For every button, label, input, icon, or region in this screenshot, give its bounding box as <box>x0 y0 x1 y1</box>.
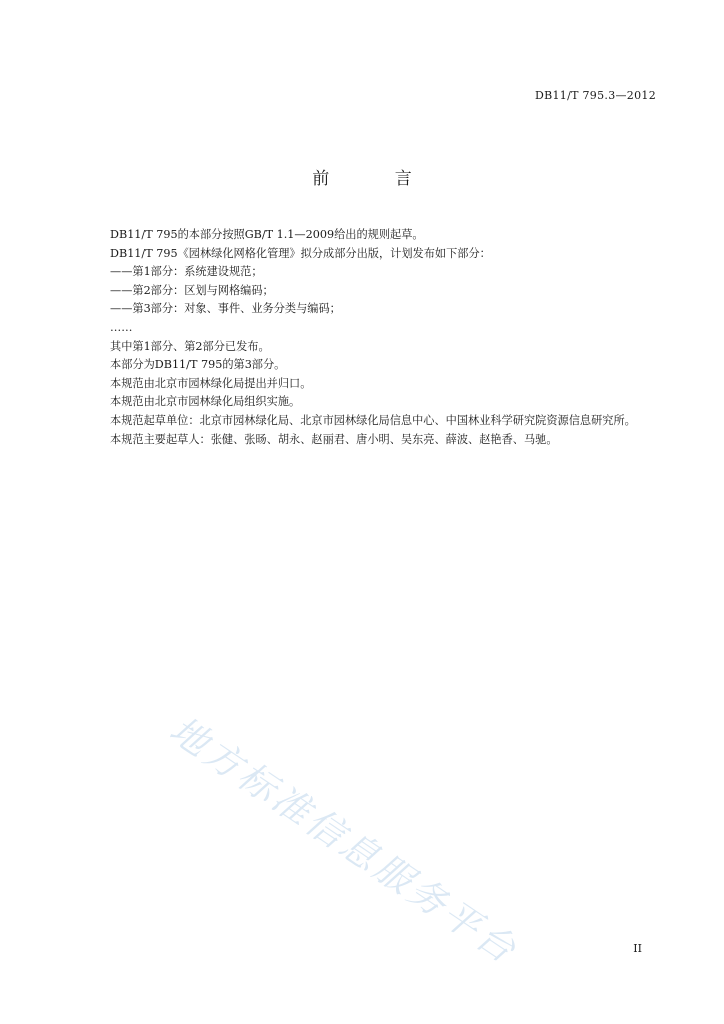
paragraph-proposed-by: 本规范由北京市园林绿化局提出并归口。 <box>110 376 312 390</box>
page-number: II <box>633 942 642 955</box>
list-ellipsis: …… <box>110 320 133 334</box>
paragraph-drafting-units: 本规范起草单位：北京市园林绿化局、北京市园林绿化局信息中心、中国林业科学研究院资源信息研究所。 <box>110 413 636 427</box>
paragraph-implemented-by: 本规范由北京市园林绿化局组织实施。 <box>110 395 301 409</box>
section-title: 前 言 <box>312 169 442 189</box>
paragraph-drafting-rules: DB11/T 795的本部分按照GB/T 1.1—2009给出的规则起草。 <box>110 228 424 241</box>
paragraph-this-part: 本部分为DB11/T 795的第3部分。 <box>110 358 286 372</box>
watermark: 地方标准信息服务平台 <box>162 708 526 973</box>
paragraph-published-parts: 其中第1部分、第2部分已发布。 <box>110 339 270 353</box>
list-item-part-1: ——第1部分：系统建设规范； <box>110 265 263 279</box>
foreword-body <box>87 226 657 449</box>
list-item-part-3: ——第3部分：对象、事件、业务分类与编码； <box>110 302 341 316</box>
paragraph-drafters: 本规范主要起草人：张健、张旸、胡永、赵丽君、唐小明、吴东亮、薛波、赵艳香、马驰。 <box>110 432 558 446</box>
list-item-part-2: ——第2部分：区划与网格编码； <box>110 283 274 297</box>
paragraph-parts-plan: DB11/T 795《园林绿化网格化管理》拟分成部分出版，计划发布如下部分： <box>110 246 491 260</box>
document-code: DB11/T 795.3—2012 <box>534 89 656 102</box>
